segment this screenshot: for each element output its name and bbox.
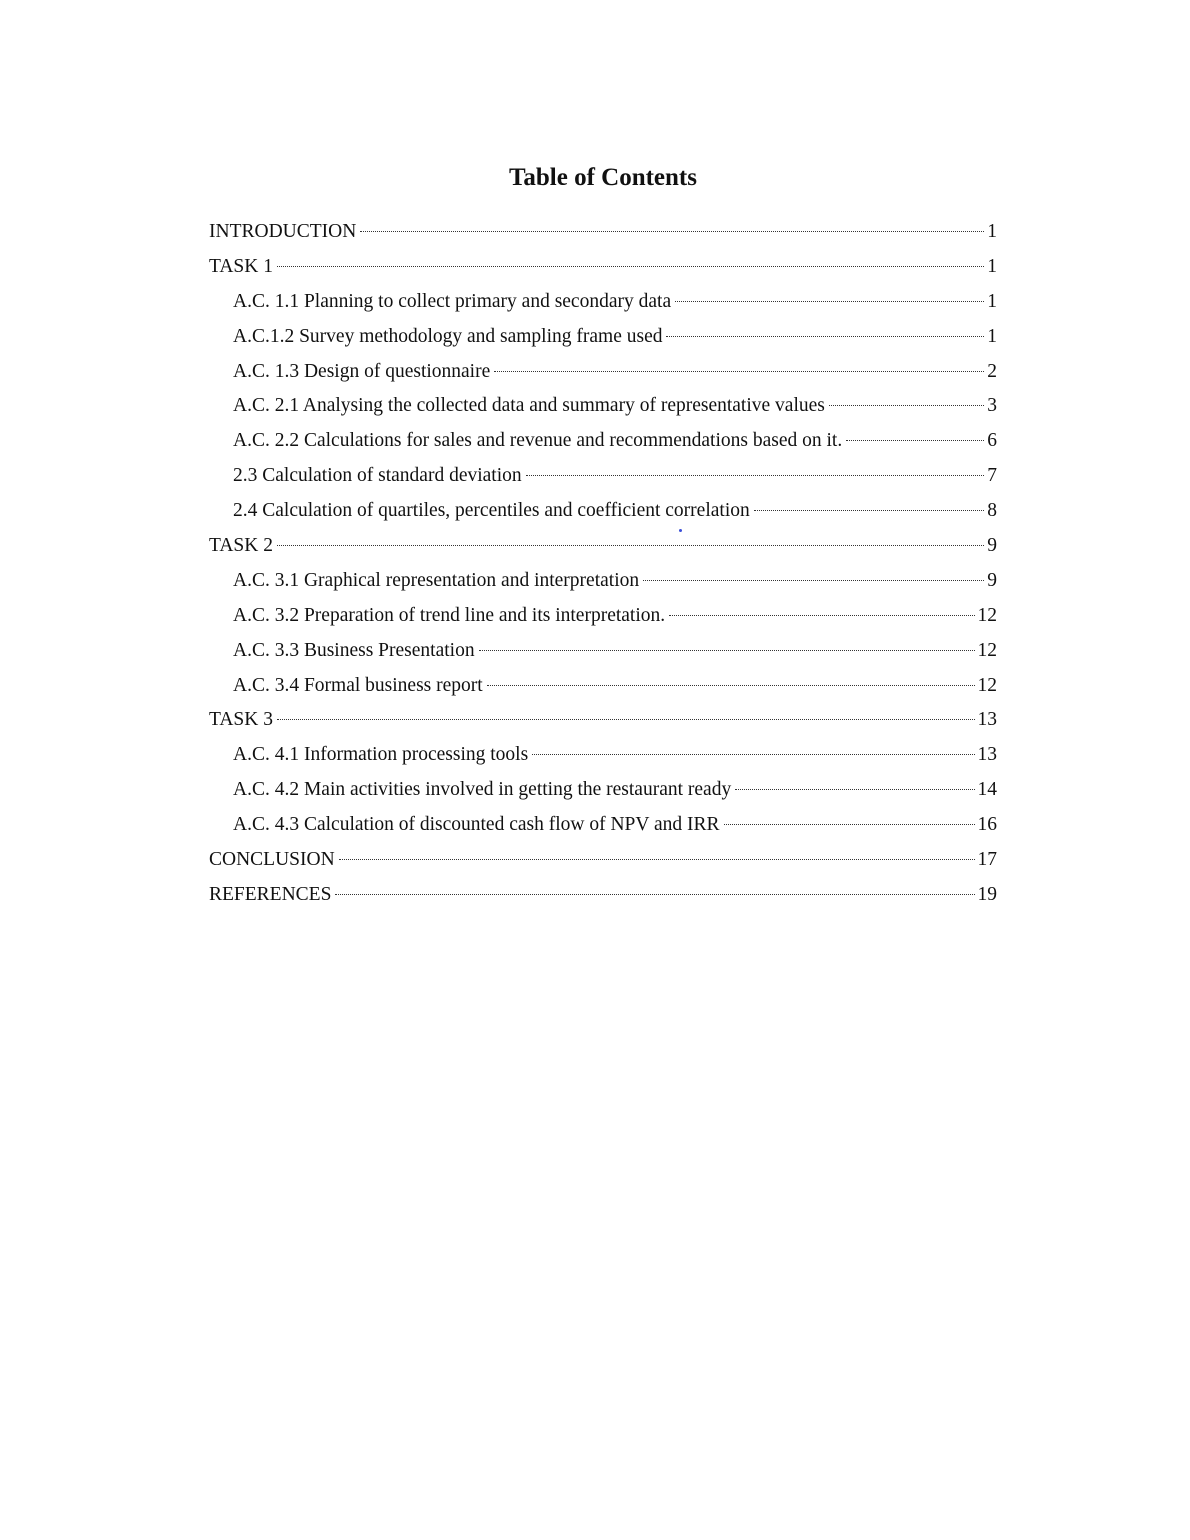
toc-page-number: 6 xyxy=(987,430,997,452)
toc-entry-task-1[interactable] xyxy=(209,250,997,285)
toc-entry-label: A.C. 4.2 Main activities involved in getting the restaurant ready xyxy=(233,779,732,801)
toc-dot-leader xyxy=(669,615,974,616)
toc-entry-label: CONCLUSION xyxy=(209,849,335,871)
toc-entry-ac-2-1[interactable] xyxy=(209,389,997,424)
toc-page-number: 1 xyxy=(987,255,997,277)
toc-entry-label: INTRODUCTION xyxy=(209,221,357,242)
toc-entry-ac-3-2[interactable] xyxy=(209,599,997,634)
toc-entry-ac-4-3[interactable] xyxy=(209,808,997,843)
table-of-contents xyxy=(209,215,997,913)
toc-dot-leader xyxy=(335,894,974,895)
toc-page-number: 3 xyxy=(987,395,997,417)
toc-dot-leader xyxy=(487,685,975,686)
toc-dot-leader xyxy=(526,475,985,476)
toc-entry-ac-3-3[interactable] xyxy=(209,634,997,669)
toc-page-number: 16 xyxy=(977,814,997,836)
toc-page-number: 2 xyxy=(987,360,997,382)
toc-entry-2-4[interactable] xyxy=(209,494,997,529)
stray-mark xyxy=(679,529,682,532)
toc-dot-leader xyxy=(643,580,984,581)
toc-page-number: 13 xyxy=(977,709,997,731)
toc-entry-label: A.C. 3.4 Formal business report xyxy=(233,674,483,696)
toc-entry-label: A.C. 4.1 Information processing tools xyxy=(233,744,529,766)
toc-title: Table of Contents xyxy=(509,164,697,191)
toc-page-number: 12 xyxy=(977,674,997,696)
toc-entry-label: TASK 2 xyxy=(209,535,273,557)
toc-entry-2-3[interactable] xyxy=(209,459,997,494)
toc-page-number: 19 xyxy=(977,883,997,905)
toc-entry-conclusion[interactable] xyxy=(209,843,997,878)
toc-entry-ac-3-4[interactable] xyxy=(209,669,997,704)
toc-entry-label: A.C. 4.3 Calculation of discounted cash flow of NPV and IRR xyxy=(233,814,720,836)
toc-dot-leader xyxy=(675,301,984,302)
toc-entry-label: A.C.1.2 Survey methodology and sampling frame used xyxy=(233,325,663,347)
toc-entry-label: 2.3 Calculation of standard deviation xyxy=(233,465,522,487)
toc-dot-leader xyxy=(666,336,984,337)
toc-entry-label: A.C. 1.3 Design of questionnaire xyxy=(233,360,491,382)
toc-entry-label: A.C. 1.1 Planning to collect primary and secondary data xyxy=(233,290,672,312)
toc-entry-references[interactable] xyxy=(209,878,997,913)
toc-entry-ac-3-1[interactable] xyxy=(209,564,997,599)
toc-dot-leader xyxy=(277,719,975,720)
toc-entry-label: A.C. 3.1 Graphical representation and interpretation xyxy=(233,569,640,591)
toc-dot-leader xyxy=(277,545,984,546)
toc-entry-ac-4-2[interactable] xyxy=(209,773,997,808)
toc-page-number: 1 xyxy=(987,290,997,312)
toc-entry-ac-2-2[interactable] xyxy=(209,424,997,459)
toc-page-number: 8 xyxy=(987,500,997,522)
toc-entry-ac-1-3[interactable] xyxy=(209,355,997,390)
toc-dot-leader xyxy=(724,824,975,825)
toc-page-number: 17 xyxy=(977,849,997,871)
toc-page-number: 12 xyxy=(977,604,997,626)
toc-page-number: 13 xyxy=(977,744,997,766)
toc-page-number: 1 xyxy=(987,325,997,347)
toc-page-number: 9 xyxy=(987,569,997,591)
toc-entry-label: REFERENCES xyxy=(209,883,332,905)
toc-entry-task-2[interactable] xyxy=(209,529,997,564)
toc-dot-leader xyxy=(494,371,984,372)
toc-dot-leader xyxy=(754,510,985,511)
toc-page-number: 12 xyxy=(977,639,997,661)
toc-dot-leader xyxy=(277,266,984,267)
toc-dot-leader xyxy=(735,789,974,790)
toc-entry-label: A.C. 3.3 Business Presentation xyxy=(233,639,475,661)
toc-entry-task-3[interactable] xyxy=(209,703,997,738)
toc-dot-leader xyxy=(360,231,984,232)
toc-page-number: 14 xyxy=(977,779,997,801)
toc-page-number: 9 xyxy=(987,535,997,557)
toc-entry-ac-1-2[interactable] xyxy=(209,320,997,355)
toc-entry-label: 2.4 Calculation of quartiles, percentiles and coefficient correlation xyxy=(233,500,750,522)
toc-page-number: 7 xyxy=(987,465,997,487)
toc-entry-label: A.C. 2.2 Calculations for sales and revenue and recommendations based on it. xyxy=(233,430,843,452)
toc-entry-ac-1-1[interactable] xyxy=(209,285,997,320)
toc-entry-label: A.C. 3.2 Preparation of trend line and its interpretation. xyxy=(233,604,666,626)
toc-dot-leader xyxy=(479,650,975,651)
toc-entry-label: TASK 3 xyxy=(209,709,273,731)
toc-entry-introduction[interactable] xyxy=(209,215,997,250)
toc-dot-leader xyxy=(846,440,984,441)
toc-dot-leader xyxy=(339,859,975,860)
toc-page-number: 1 xyxy=(987,221,997,242)
toc-entry-label: A.C. 2.1 Analysing the collected data and summary of representative values xyxy=(233,395,825,417)
toc-entry-label: TASK 1 xyxy=(209,255,273,277)
toc-dot-leader xyxy=(829,405,984,406)
toc-entry-ac-4-1[interactable] xyxy=(209,738,997,773)
toc-dot-leader xyxy=(532,754,974,755)
